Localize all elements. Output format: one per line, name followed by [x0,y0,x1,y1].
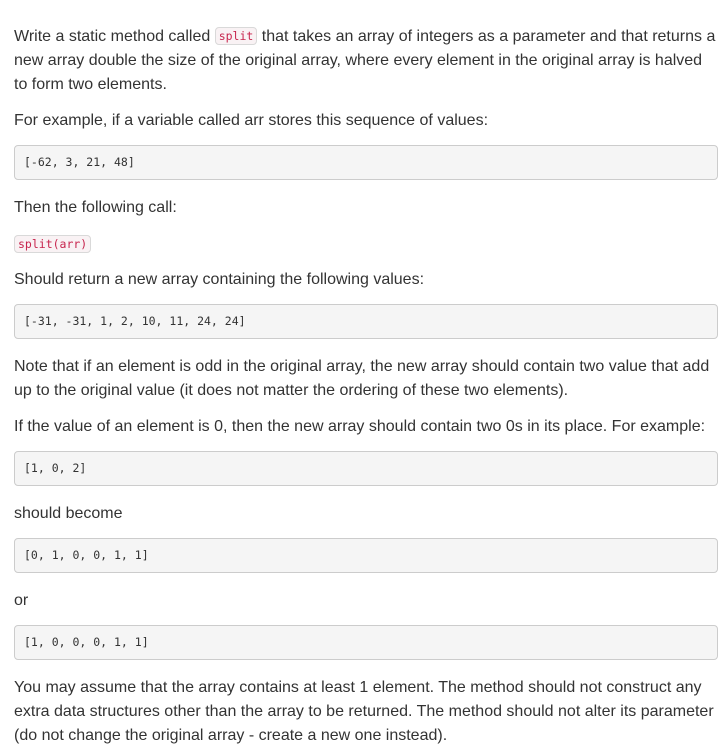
example-output-code: [-31, -31, 1, 2, 10, 11, 24, 24] [14,304,718,339]
zero-output-b-code: [1, 0, 0, 0, 1, 1] [14,625,718,660]
or-paragraph: or [14,592,29,609]
zero-output-a-code: [0, 1, 0, 0, 1, 1] [14,538,718,573]
intro-text-before: Write a static method called [14,28,215,45]
return-intro-paragraph: Should return a new array containing the following values: [14,271,425,288]
intro-text-after: that takes an array of integers as a parameter and that returns a new array double the size of the original array, where every element in the original array is halved to form two elements. [14,28,716,93]
should-become-paragraph: should become [14,505,123,522]
example-intro-paragraph: For example, if a variable called arr stores this sequence of values: [14,112,489,129]
call-paragraph [14,232,718,257]
call-code: split(arr) [14,235,91,253]
example-input-code: [-62, 3, 21, 48] [14,145,718,180]
method-name-code: split [215,27,258,45]
odd-note-paragraph: Note that if an element is odd in the original array, the new array should contain two value that add up to the original value (it does not matter the ordering of these two elements). [14,358,710,399]
zero-note-paragraph: If the value of an element is 0, then the new array should contain two 0s in its place. For example: [14,418,706,435]
call-intro-paragraph: Then the following call: [14,199,177,216]
zero-input-code: [1, 0, 2] [14,451,718,486]
intro-paragraph [14,24,718,97]
closing-note-paragraph: You may assume that the array contains at least 1 element. The method should not construct any extra data structures other than the array to be returned. The method should not alter its parameter (do not change the original array - create a new one instead). [14,679,714,744]
